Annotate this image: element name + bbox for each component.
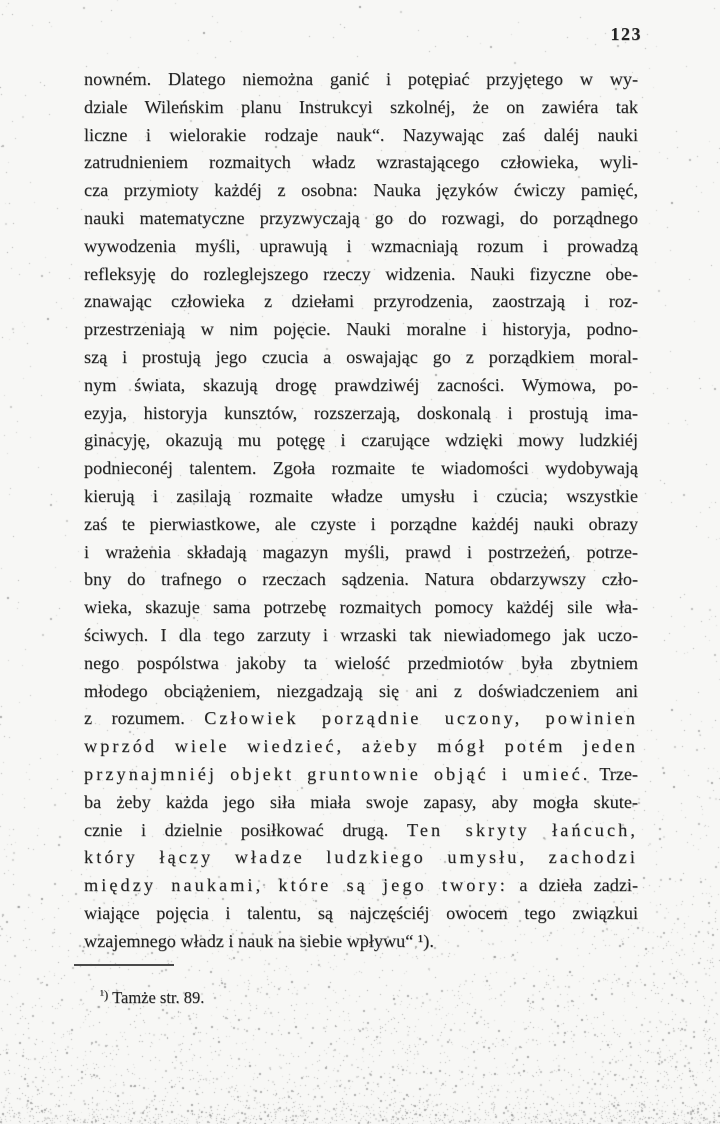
body-text: młodego obciążeniem, niezgadzają się ani z doświadczeniem ani <box>84 680 638 701</box>
body-text: przestrzeniają w nim pojęcie. Nauki moralne i historyja, podno- <box>84 319 638 340</box>
text-line <box>84 288 638 316</box>
body-text: wieka, skazuje sama potrzebę rozmaitych pomocy każdéj sile wła- <box>84 597 638 618</box>
body-text: wywodzenia myśli, uprawują i wzmacniają rozum i prowadzą <box>84 235 638 256</box>
body-text: z rozumem. <box>84 708 205 729</box>
letterspaced-text: między naukami, które są jego twory: <box>84 875 508 896</box>
body-text: nauki matematyczne przyzwyczają go do rozwagi, do porządnego <box>84 207 638 228</box>
text-line <box>84 761 638 789</box>
letterspaced-text: który łączy władze ludzkiego umysłu, zachodzi <box>84 847 638 868</box>
text-line <box>84 233 638 261</box>
body-text: zatrudnieniem rozmaitych władz wzrastającego człowieka, wyli- <box>84 152 638 173</box>
body-text: kierują i zasilają rozmaite władze umysłu i czucia; wszystkie <box>84 485 638 506</box>
text-line <box>84 928 638 956</box>
body-text: cznie i dzielnie posiłkować drugą. <box>84 819 407 840</box>
text-line <box>84 594 638 622</box>
body-text: liczne i wielorakie rodzaje nauk“. Nazywając zaś daléj nauki <box>84 124 638 145</box>
body-text: wzajemnego władz i nauk na siebie wpływu“ ¹). <box>84 930 434 951</box>
letterspaced-text: wprzód wiele wiedzieć, ażeby mógł potém jeden <box>84 736 638 757</box>
text-line <box>84 705 638 733</box>
page-number: 123 <box>610 24 642 44</box>
text-line <box>84 817 638 845</box>
text-line <box>84 122 638 150</box>
body-text: nym świata, skazują drogę prawdziwéj zacności. Wymowa, po- <box>84 374 638 395</box>
text-line <box>84 372 638 400</box>
body-text: i wrażenia składają magazyn myśli, prawd i postrzeżeń, potrze- <box>84 541 638 562</box>
text-line <box>84 511 638 539</box>
body-text: ściwych. I dla tego zarzuty i wrzaski tak niewiadomego jak uczo- <box>84 624 638 645</box>
text-line <box>84 261 638 289</box>
text-line <box>84 566 638 594</box>
text-line <box>84 483 638 511</box>
text-line <box>84 205 638 233</box>
text-line <box>84 455 638 483</box>
body-text: dziale Wileńskim planu Instrukcyi szkolnéj, że on zawiéra tak <box>84 96 638 117</box>
text-line <box>84 66 638 94</box>
body-text: szą i prostują jego czucia a oswajając go z porządkiem moral- <box>84 346 638 367</box>
text-line <box>84 844 638 872</box>
text-line <box>84 733 638 761</box>
letterspaced-text: Ten skryty łańcuch, <box>406 819 638 840</box>
body-text: podnieconéj talentem. Zgoła rozmaite te wiadomości wydobywają <box>84 458 638 479</box>
text-line <box>84 427 638 455</box>
text-block <box>84 66 638 956</box>
body-text: refleksyję do rozleglejszego rzeczy widzenia. Nauki fizyczne obe- <box>84 263 638 284</box>
text-line <box>84 316 638 344</box>
letterspaced-text: przynajmniéj objekt gruntownie objąć i umieć. <box>84 763 591 784</box>
body-text: nowném. Dlatego niemożna ganić i potępiać przyjętego w wy- <box>84 69 638 89</box>
body-text: bny do trafnego o rzeczach sądzenia. Natura obdarzywszy czło- <box>84 569 638 590</box>
text-line <box>84 94 638 122</box>
text-line <box>84 149 638 177</box>
text-line <box>84 650 638 678</box>
body-text: ezyja, historyja kunsztów, rozszerzają, doskonalą i prostują ima- <box>84 402 638 423</box>
body-text: cza przymioty każdéj z osobna: Nauka języków ćwiczy pamięć, <box>84 180 638 201</box>
text-line <box>84 900 638 928</box>
text-line <box>84 678 638 706</box>
text-line <box>84 539 638 567</box>
body-text: a dzieła zadzi- <box>507 875 638 896</box>
body-text: Trze- <box>590 763 638 784</box>
body-text: wiające pojęcia i talentu, są najczęściéj owocem tego związkui <box>84 902 638 923</box>
text-line <box>84 872 638 900</box>
text-line <box>84 400 638 428</box>
body-text: zaś te pierwiastkowe, ale czyste i porządne każdéj nauki obrazy <box>84 513 638 534</box>
text-line <box>84 622 638 650</box>
footnote-text: Tamże str. 89. <box>112 988 205 1007</box>
text-line <box>84 789 638 817</box>
letterspaced-text: Człowiek porządnie uczony, powinien <box>204 708 638 729</box>
text-line <box>84 344 638 372</box>
body-text: ba żeby każda jego siła miała swoje zapasy, aby mogła skute- <box>84 791 638 812</box>
footnote <box>100 987 204 1008</box>
body-text: znawając człowieka z dziełami przyrodzenia, zaostrzają i roz- <box>84 291 638 312</box>
footnote-separator-rule <box>74 964 174 966</box>
body-text: nego pospólstwa jakoby ta wielość przedmiotów była zbytniem <box>84 652 638 673</box>
footnote-marker: ¹) <box>100 987 109 1002</box>
text-line <box>84 177 638 205</box>
body-text: ginacyję, okazują mu potęgę i czarujące wdzięki mowy ludzkiéj <box>84 430 638 451</box>
